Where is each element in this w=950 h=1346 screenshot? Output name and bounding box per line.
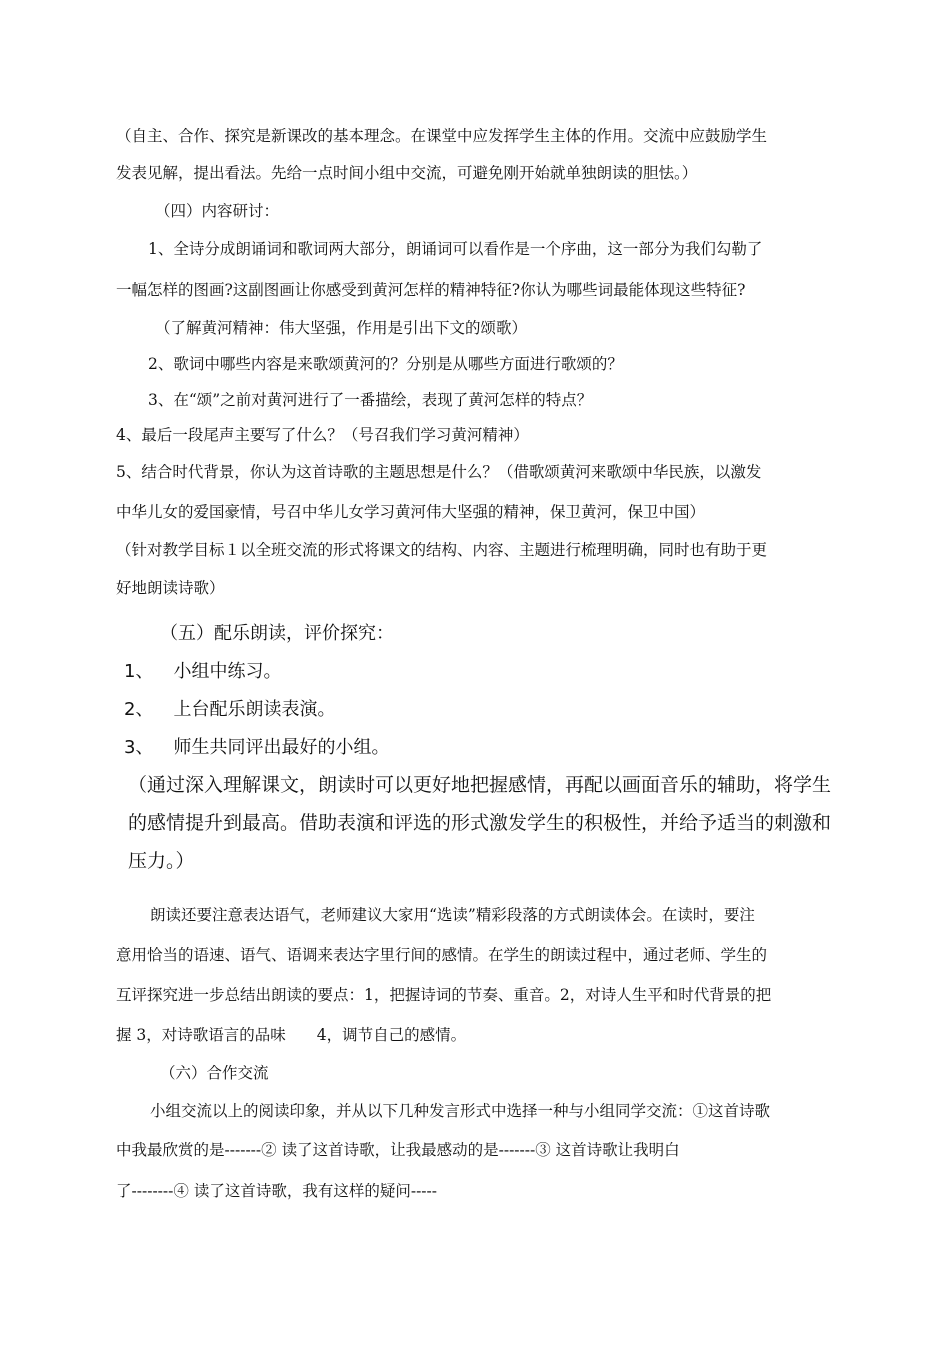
paragraph-line: 中我最欣赏的是-------② 读了这首诗歌，让我最感动的是-------③ 这首诗歌让我明白 [116, 1141, 680, 1159]
list-item-text: 上台配乐朗读表演。 [173, 699, 336, 720]
paragraph-line: 了--------④ 读了这首诗歌，我有这样的疑问----- [116, 1182, 438, 1200]
question-line: 2、歌词中哪些内容是来歌颂黄河的？分别是从哪些方面进行歌颂的？ [148, 355, 623, 373]
question-line: 中华儿女的爱国豪情，号召中华儿女学习黄河伟大坚强的精神，保卫黄河，保卫中国） [116, 503, 706, 521]
paragraph-line: 互评探究进一步总结出朗读的要点：1，把握诗词的节奏、重音。2，对诗人生平和时代背景的把 [116, 986, 772, 1004]
section-heading: （四）内容研讨： [155, 202, 280, 220]
section-heading: （六）合作交流 [160, 1064, 269, 1082]
note-line: 好地朗读诗歌） [116, 579, 225, 597]
paragraph-line: 发表见解，提出看法。先给一点时间小组中交流，可避免刚开始就单独朗读的胆怯。） [116, 164, 698, 182]
list-item [124, 660, 281, 684]
question-line: 5、结合时代背景，你认为这首诗歌的主题思想是什么？（借歌颂黄河来歌颂中华民族，以激发 [116, 463, 762, 481]
list-item [124, 698, 335, 722]
question-line: 一幅怎样的图画?这副图画让你感受到黄河怎样的精神特征?你认为哪些词最能体现这些特征? [116, 281, 746, 299]
note-line: （通过深入理解课文，朗读时可以更好地把握感情，再配以画面音乐的辅助，将学生 [128, 774, 832, 796]
note-line: 的感情提升到最高。借助表演和评选的形式激发学生的积极性，并给予适当的刺激和 [128, 812, 832, 834]
section-heading: （五）配乐朗读，评价探究： [160, 623, 394, 644]
question-line: 1、全诗分成朗诵词和歌词两大部分，朗诵词可以看作是一个序曲，这一部分为我们勾勒了 [148, 240, 763, 258]
paragraph-line: （自主、合作、探究是新课改的基本理念。在课堂中应发挥学生主体的作用。交流中应鼓励学生 [116, 127, 768, 145]
note-line: 压力。） [128, 850, 195, 872]
list-item-text: 师生共同评出最好的小组。 [173, 737, 390, 758]
question-line: 3、在“颂”之前对黄河进行了一番描绘，表现了黄河怎样的特点？ [148, 391, 593, 409]
list-item-number: 3、 [124, 737, 154, 758]
paragraph-line: 朗读还要注意表达语气，老师建议大家用“选读”精彩段落的方式朗读体会。在读时，要注 [150, 906, 755, 924]
list-item-number: 2、 [124, 699, 154, 720]
question-line: 4、最后一段尾声主要写了什么？（号召我们学习黄河精神） [116, 426, 529, 444]
answer-line: （了解黄河精神：伟大坚强，作用是引出下文的颂歌） [155, 319, 528, 337]
paragraph-line: 小组交流以上的阅读印象，并从以下几种发言形式中选择一种与小组同学交流：①这首诗歌 [150, 1102, 771, 1120]
note-line: （针对教学目标１以全班交流的形式将课文的结构、内容、主题进行梳理明确，同时也有助于更 [116, 541, 768, 559]
list-item [124, 736, 389, 760]
list-item-number: 1、 [124, 661, 154, 682]
paragraph-line: 意用恰当的语速、语气、语调来表达字里行间的感情。在学生的朗读过程中，通过老师、学生的 [116, 946, 768, 964]
list-item-text: 小组中练习。 [173, 661, 282, 682]
paragraph-line: 握 3，对诗歌语言的品味 4，调节自己的感情。 [116, 1026, 467, 1044]
